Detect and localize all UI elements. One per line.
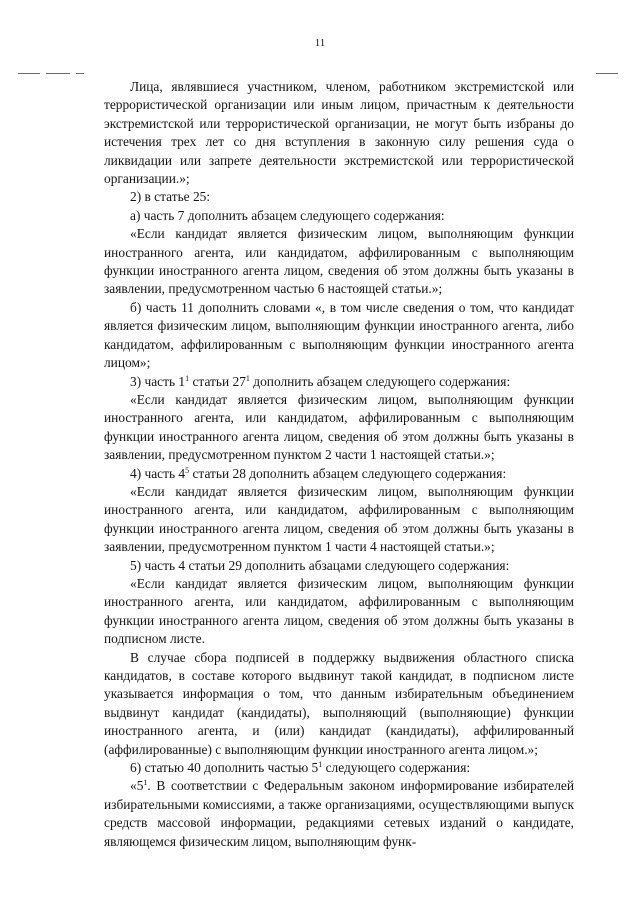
paragraph	[104, 759, 574, 777]
superscript: 5	[185, 465, 190, 475]
paragraph-text: «5	[130, 778, 144, 794]
superscript: 1	[318, 760, 323, 770]
paragraph: «Если кандидат является физическим лицом, выполняющим функции иностранного агента, или кандидатом, аффилированным с выполняющим функции иностранного агента лицом, сведения об этом должны быть указаны в заявлении, предусмотренном частью 6 настоящей статьи.»;	[104, 226, 574, 297]
paragraph: а) часть 7 дополнить абзацем следующего содержания:	[130, 207, 445, 223]
superscript: 1	[185, 373, 190, 383]
paragraph: Лица, являвшиеся участником, членом, работником экстремистской или террористической организации или иным лицом, причастным к деятельности экстремистской или террористической организации, не могут быть избраны до истечения трех лет со дня вступления в законную силу решения суда о ликвидации или запрете деятельности экстремистской или террористической организации.»;	[104, 79, 574, 187]
page-number: 11	[314, 37, 326, 49]
superscript: 1	[143, 778, 148, 788]
paragraph	[104, 373, 574, 391]
scan-mark-right	[596, 73, 618, 74]
paragraph-text: статьи 28 дополнить абзацем следующего содержания:	[189, 465, 507, 481]
paragraph: «Если кандидат является физическим лицом, выполняющим функции иностранного агента, или кандидатом, аффилированным с выполняющим функции иностранного агента лицом, сведения об этом должны быть указаны в заявлении, предусмотренном пунктом 1 части 4 настоящей статьи.»;	[104, 483, 574, 555]
paragraph-text: . В соответствии с Федеральным законом информирование избирателей избирательными комиссиями, а также организациями, осуществляющими выпуск средств массовой информации, редакциями сетевых изданий о кандидате, являющемся физическим лицом, выполняющим функ-	[104, 778, 574, 849]
paragraph-text: 6) статью 40 дополнить частью 5	[130, 760, 319, 776]
document-body	[104, 78, 574, 851]
paragraph: 5) часть 4 статьи 29 дополнить абзацами следующего содержания:	[130, 557, 510, 573]
paragraph-text: дополнить абзацем следующего содержания:	[249, 373, 511, 389]
superscript: 1	[245, 373, 250, 383]
paragraph: В случае сбора подписей в поддержку выдвижения областного списка кандидатов, в составе которого выдвинут такой кандидат, в подписном листе указывается информация о том, что данным избирательным объединением выдвинут кандидат (кандидаты), выполняющий (выполняющие) функции иностранного агента, и (или) кандидат (кандидаты), аффилированный (аффилированные) с выполняющим функции иностранного агента лицом.»;	[104, 649, 574, 757]
paragraph: 2) в статье 25:	[130, 189, 211, 205]
paragraph-text: 3) часть 1	[130, 373, 186, 389]
scan-mark-left	[76, 73, 84, 74]
scan-mark-left	[46, 73, 70, 74]
paragraph: «Если кандидат является физическим лицом, выполняющим функции иностранного агента, или кандидатом, аффилированным с выполняющим функции иностранного агента лицом, сведения об этом должны быть указаны в заявлении, предусмотренном пунктом 2 части 1 настоящей статьи.»;	[104, 391, 574, 463]
paragraph-text: следующего содержания:	[322, 760, 471, 776]
paragraph-text: статьи 27	[189, 373, 246, 389]
paragraph-text: 4) часть 4	[130, 465, 186, 481]
scan-mark-left	[18, 73, 40, 74]
paragraph: «Если кандидат является физическим лицом, выполняющим функции иностранного агента, или кандидатом, аффилированным с выполняющим функции иностранного агента лицом, сведения об этом должны быть указаны в подписном листе.	[104, 575, 574, 647]
paragraph	[104, 777, 574, 851]
paragraph	[104, 465, 574, 483]
paragraph: б) часть 11 дополнить словами «, в том числе сведения о том, что кандидат является физическим лицом, выполняющим функции иностранного агента, либо кандидатом, аффилированным с выполняющим функции иностранного агента лицом»;	[104, 299, 574, 371]
